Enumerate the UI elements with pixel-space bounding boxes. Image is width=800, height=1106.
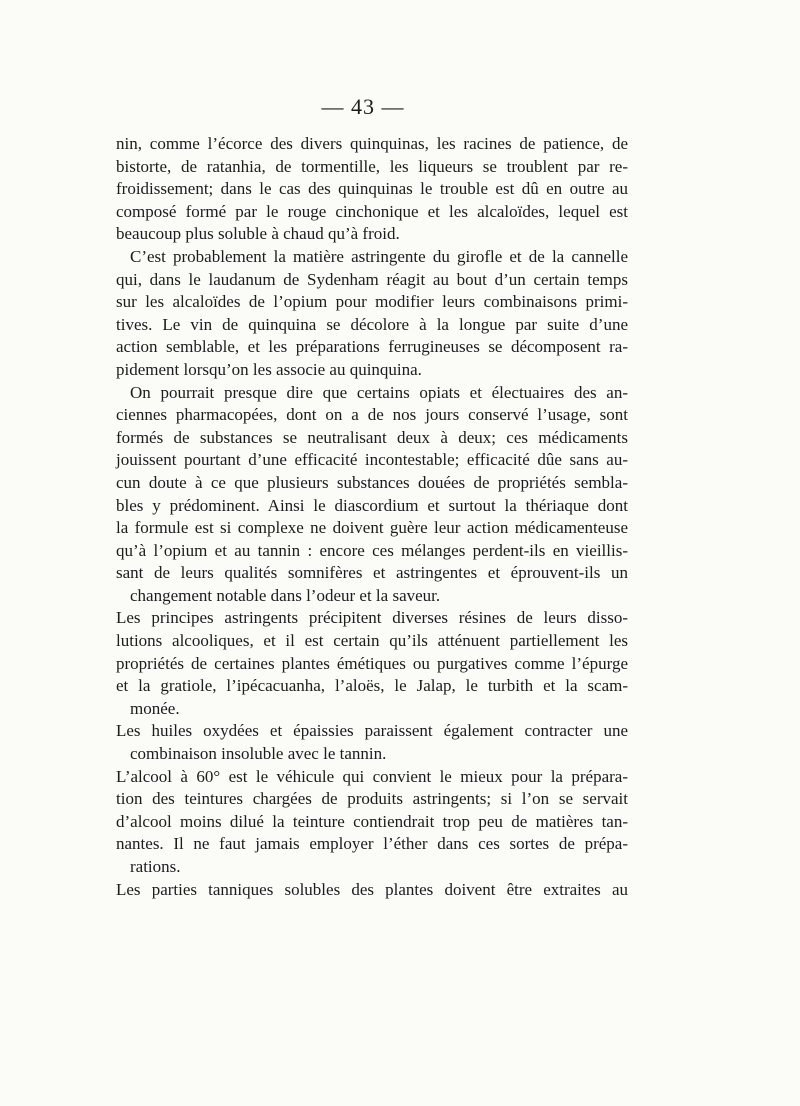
- text-line: Les principes astringents précipitent diverses résines de leurs disso-: [116, 608, 628, 628]
- text-line: tives. Le vin de quinquina se décolore à la longue par suite d’une: [116, 314, 628, 334]
- text-line: nantes. Il ne faut jamais employer l’éther dans ces sortes de prépa-: [116, 834, 628, 854]
- text-line: la formule est si complexe ne doivent guère leur action médicamenteuse: [116, 518, 628, 538]
- text-line: L’alcool à 60° est le véhicule qui convient le mieux pour la prépara-: [116, 766, 628, 786]
- text-line: Les parties tanniques solubles des plantes doivent être extraites au: [116, 879, 628, 899]
- text-line: cun doute à ce que plusieurs substances douées de propriétés sembla-: [116, 472, 628, 492]
- text-line: bles y prédominent. Ainsi le diascordium et surtout la thériaque dont: [116, 495, 628, 515]
- text-line: composé formé par le rouge cinchonique et les alcaloïdes, lequel est: [116, 201, 628, 221]
- text-line: froidissement; dans le cas des quinquinas le trouble est dû en outre au: [116, 179, 628, 199]
- text-line: et la gratiole, l’ipécacuanha, l’aloës, le Jalap, le turbith et la scam-: [116, 676, 628, 696]
- text-line: formés de substances se neutralisant deux à deux; ces médicaments: [116, 427, 628, 447]
- text-line: d’alcool moins dilué la teinture contiendrait trop peu de matières tan-: [116, 811, 628, 831]
- text-line: propriétés de certaines plantes émétiques ou purgatives comme l’épurge: [116, 653, 628, 673]
- text-line: monée.: [130, 698, 180, 718]
- text-line: Les huiles oxydées et épaissies paraissent également contracter une: [116, 721, 628, 741]
- text-line: sur les alcaloïdes de l’opium pour modifier leurs combinaisons primi-: [116, 292, 628, 312]
- text-line: pidement lorsqu’on les associe au quinquina.: [116, 359, 422, 379]
- text-line: tion des teintures chargées de produits astringents; si l’on se servait: [116, 789, 628, 809]
- text-line: jouissent pourtant d’une efficacité incontestable; efficacité dûe sans au-: [116, 450, 628, 470]
- text-line: ciennes pharmacopées, dont on a de nos jours conservé l’usage, sont: [116, 405, 628, 425]
- text-line: rations.: [130, 857, 181, 876]
- text-line: combinaison insoluble avec le tannin.: [130, 744, 387, 764]
- text-line: qui, dans le laudanum de Sydenham réagit au bout d’un certain temps: [116, 269, 628, 289]
- text-line: beaucoup plus soluble à chaud qu’à froid.: [116, 224, 400, 244]
- text-line: lutions alcooliques, et il est certain qu’ils atténuent partiellement les: [116, 631, 628, 651]
- text-line: C’est probablement la matière astringente du girofle et de la cannelle: [130, 246, 628, 266]
- text-line: action semblable, et les préparations ferrugineuses se décomposent ra-: [116, 337, 628, 357]
- text-line: qu’à l’opium et au tannin : encore ces mélanges perdent-ils en vieillis-: [116, 540, 628, 560]
- text-line: nin, comme l’écorce des divers quinquinas, les racines de patience, de: [116, 134, 628, 153]
- text-line: bistorte, de ratanhia, de tormentille, les liqueurs se troublent par re-: [116, 156, 628, 176]
- text-line: changement notable dans l’odeur et la saveur.: [130, 585, 441, 605]
- text-line: sant de leurs qualités somnifères et astringentes et éprouvent-ils un: [116, 563, 628, 583]
- text-line: On pourrait presque dire que certains opiats et électuaires des an-: [130, 382, 628, 402]
- page-number: — 43 —: [321, 94, 405, 119]
- body-text: [116, 133, 628, 901]
